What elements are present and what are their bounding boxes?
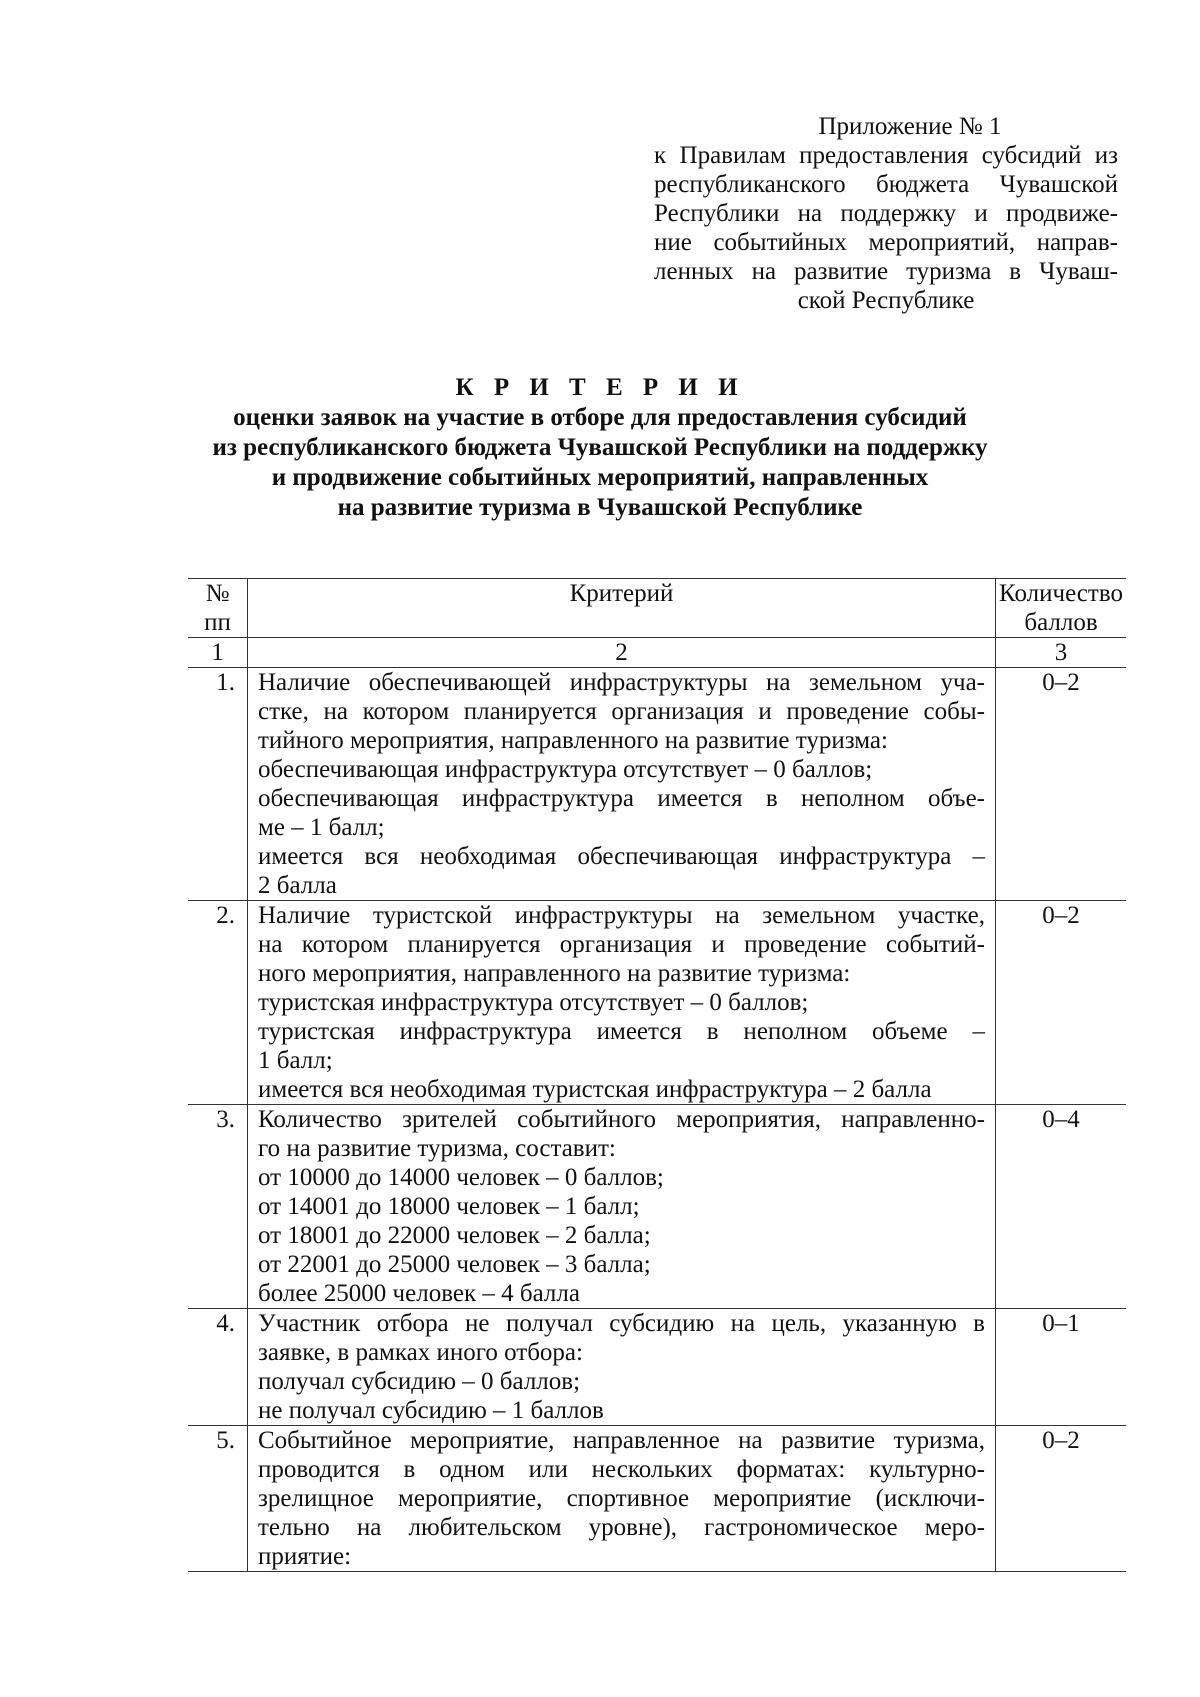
- table-row: [188, 668, 1126, 901]
- criterion-line: от 14001 до 18000 человек – 1 балл;: [258, 1193, 640, 1220]
- row-points: 0–4: [996, 1105, 1127, 1309]
- header-num-line: №: [205, 580, 230, 607]
- criterion-line: 2 балла: [258, 872, 337, 899]
- heading-line: и продвижение событийных мероприятий, направленных: [271, 464, 929, 491]
- heading-line: оценки заявок на участие в отборе для предоставления субсидий: [233, 404, 967, 431]
- criterion-line: обеспечивающая инфраструктура имеется в неполном объе-: [258, 785, 985, 812]
- criterion-line: заявке, в рамках иного отбора:: [258, 1339, 583, 1366]
- criterion-line: 1 балл;: [258, 1047, 333, 1074]
- criterion-line: ме – 1 балл;: [258, 814, 385, 841]
- table-row: [188, 901, 1126, 1105]
- index-cell: 3: [996, 638, 1127, 668]
- row-points: 0–2: [996, 668, 1127, 901]
- row-points: 0–1: [996, 1309, 1127, 1426]
- row-number: 4.: [188, 1309, 248, 1426]
- header-criterion: Критерий: [248, 579, 996, 638]
- criterion-line: имеется вся необходимая туристская инфраструктура – 2 балла: [258, 1076, 932, 1103]
- criterion-line: зрелищное мероприятие, спортивное мероприятие (исключи-: [258, 1485, 985, 1512]
- row-number: 3.: [188, 1105, 248, 1309]
- appendix-block: [654, 112, 1118, 315]
- criterion-line: получал субсидию – 0 баллов;: [258, 1368, 581, 1395]
- row-criterion: [248, 1426, 996, 1572]
- criterion-line: имеется вся необходимая обеспечивающая инфраструктура –: [258, 843, 985, 870]
- criterion-line: приятие:: [258, 1543, 352, 1570]
- criterion-line: тийного мероприятия, направленного на развитие туризма:: [258, 727, 888, 754]
- header-points-line: Количество: [999, 580, 1123, 607]
- criterion-line: Событийное мероприятие, направленное на развитие туризма,: [258, 1427, 985, 1454]
- criterion-line: от 18001 до 22000 человек – 2 балла;: [258, 1222, 651, 1249]
- appendix-line: Республики на поддержку и продвиже-: [654, 200, 1118, 227]
- table-row: [188, 1309, 1126, 1426]
- index-cell: 2: [248, 638, 996, 668]
- appendix-body: [654, 141, 1118, 315]
- criterion-line: туристская инфраструктура имеется в неполном объеме –: [258, 1018, 985, 1045]
- appendix-line: ние событийных мероприятий, направ-: [654, 229, 1118, 256]
- table-row: [188, 1105, 1126, 1309]
- header-num-line: пп: [204, 609, 231, 636]
- row-points: 0–2: [996, 1426, 1127, 1572]
- header-points: [996, 579, 1127, 638]
- appendix-line: ской Республике: [797, 287, 975, 314]
- row-number: 1.: [188, 668, 248, 901]
- row-criterion: [248, 1105, 996, 1309]
- appendix-line: ленных на развитие туризма в Чуваш-: [654, 258, 1118, 285]
- row-number: 2.: [188, 901, 248, 1105]
- column-index-row: [188, 638, 1126, 668]
- row-number: 5.: [188, 1426, 248, 1572]
- table-row: [188, 1426, 1126, 1572]
- heading-line: из республиканского бюджета Чувашской Республики на поддержку: [212, 434, 988, 461]
- criterion-line: на котором планируется организация и проведение событий-: [258, 931, 985, 958]
- criterion-line: более 25000 человек – 4 балла: [258, 1280, 580, 1307]
- criteria-table: [188, 578, 1126, 1572]
- criterion-line: го на развитие туризма, составит:: [258, 1135, 616, 1162]
- appendix-title: Приложение № 1: [818, 113, 1002, 140]
- header-num: [188, 579, 248, 638]
- row-criterion: [248, 901, 996, 1105]
- criterion-line: обеспечивающая инфраструктура отсутствует – 0 баллов;: [258, 756, 873, 783]
- criterion-line: не получал субсидию – 1 баллов: [258, 1397, 604, 1424]
- document-heading: [0, 373, 1200, 523]
- criterion-line: туристская инфраструктура отсутствует – 0 баллов;: [258, 989, 809, 1016]
- criterion-line: Наличие туристской инфраструктуры на земельном участке,: [258, 902, 985, 929]
- criterion-line: Наличие обеспечивающей инфраструктуры на земельном уча-: [258, 669, 985, 696]
- appendix-line: к Правилам предоставления субсидий из: [654, 142, 1118, 169]
- heading-line: на развитие туризма в Чувашской Республике: [337, 494, 863, 521]
- criterion-line: стке, на котором планируется организация и проведение собы-: [258, 698, 985, 725]
- criterion-line: ного мероприятия, направленного на развитие туризма:: [258, 960, 851, 987]
- criterion-line: тельно на любительском уровне), гастрономическое меро-: [258, 1514, 985, 1541]
- header-points-line: баллов: [1024, 609, 1098, 636]
- row-criterion: [248, 1309, 996, 1426]
- index-cell: 1: [188, 638, 248, 668]
- row-points: 0–2: [996, 901, 1127, 1105]
- criterion-line: Количество зрителей событийного мероприятия, направленно-: [258, 1106, 985, 1133]
- appendix-line: республиканского бюджета Чувашской: [654, 171, 1118, 198]
- criterion-line: Участник отбора не получал субсидию на цель, указанную в: [258, 1310, 985, 1337]
- row-criterion: [248, 668, 996, 901]
- criterion-line: от 10000 до 14000 человек – 0 баллов;: [258, 1164, 664, 1191]
- heading-title: К Р И Т Е Р И И: [455, 374, 745, 401]
- table-header-row: [188, 579, 1126, 638]
- criterion-line: от 22001 до 25000 человек – 3 балла;: [258, 1251, 651, 1278]
- criterion-line: проводится в одном или нескольких форматах: культурно-: [258, 1456, 985, 1483]
